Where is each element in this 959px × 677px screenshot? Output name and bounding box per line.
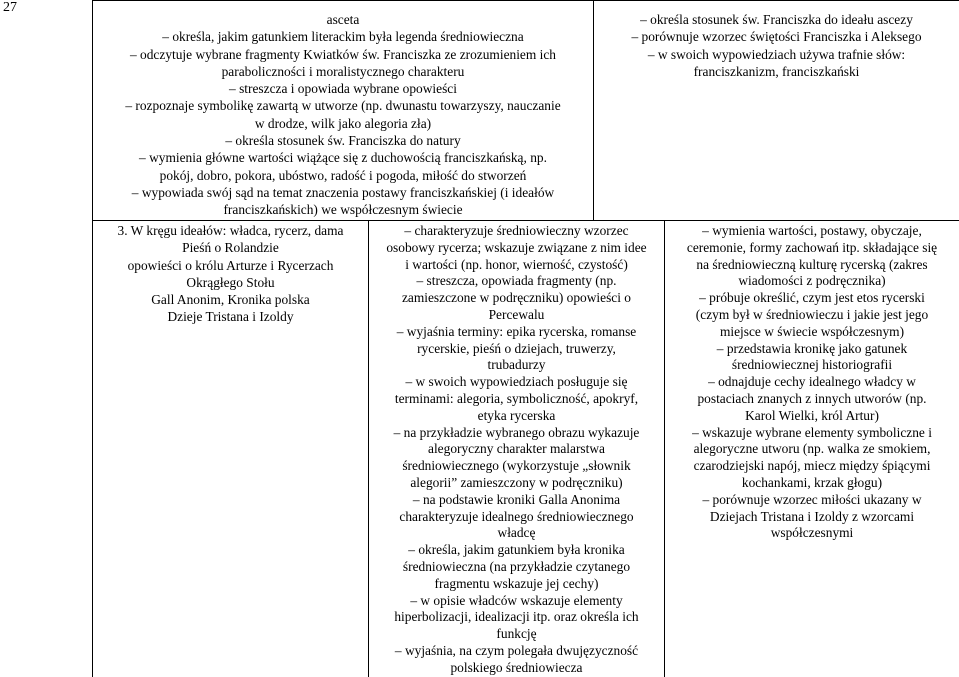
text-line: pokój, dobro, pokora, ubóstwo, radość i pogoda, miłość do stworzeń <box>159 167 527 183</box>
basic-requirements-cell <box>369 222 664 676</box>
text-line: – rozpoznaje symbolikę zawartą w utworze (np. dwunastu towarzyszy, nauczanie <box>125 98 561 114</box>
text-line: – w swoich wypowiedziach posługuje się <box>405 374 628 390</box>
text-line: średniowieczna (na przykładzie czytanego <box>402 558 631 574</box>
text-line: postaciach znanych z innych utworów (np. <box>697 390 927 406</box>
text-line: średniowiecznej historiografii <box>731 357 893 373</box>
extended-requirements-cell <box>665 222 959 541</box>
text-line: – wyjaśnia, na czym polegała dwujęzyczność <box>394 642 639 658</box>
text-line: alegoryczne utworu (np. walka ze smokiem, <box>693 441 931 457</box>
text-line: – określa stosunek św. Franciszka do natury <box>225 133 461 149</box>
text-line: – w opisie władców wskazuje elementy <box>410 592 623 608</box>
text-line: Okrągłego Stołu <box>186 274 275 290</box>
text-line: – określa stosunek św. Franciszka do ideału ascezy <box>640 12 913 27</box>
text-line: – wskazuje wybrane elementy symboliczne i <box>692 424 932 440</box>
text-line: asceta <box>326 12 360 27</box>
text-line: – streszcza, opowiada fragmenty (np. <box>416 273 617 289</box>
text-line: – porównuje wzorzec świętości Franciszka i Aleksego <box>631 29 922 45</box>
text-line: funkcję <box>496 626 537 642</box>
text-line: franciszkanizm, franciszkański <box>693 63 860 79</box>
page-number: 27 <box>3 0 17 15</box>
text-line: – wymienia główne wartości wiążące się z duchowością franciszkańską, np. <box>139 150 547 166</box>
text-line: Gall Anonim, Kronika polska <box>151 292 310 308</box>
text-line: w drodze, wilk jako alegoria zła) <box>254 115 432 131</box>
text-line: – w swoich wypowiedziach używa trafnie słów: <box>647 46 906 62</box>
text-line: czarodziejski napój, miecz między śpiącymi <box>693 458 931 474</box>
text-line: – odczytuje wybrane fragmenty Kwiatków św. Franciszka ze zrozumieniem ich <box>130 46 556 62</box>
upper-requirements-cell <box>93 11 593 219</box>
text-line: wiadomości z podręcznika) <box>738 273 886 289</box>
text-line: – wypowiada swój sąd na temat znaczenia postawy franciszkańskiej (i ideałów <box>131 184 555 200</box>
text-line: – porównuje wzorzec miłości ukazany w <box>702 491 922 507</box>
text-line: trubadurzy <box>487 357 546 373</box>
text-line: miejsce w świecie współczesnym) <box>719 323 905 339</box>
text-line: – wymienia wartości, postawy, obyczaje, <box>702 223 922 238</box>
topic-cell <box>93 222 368 326</box>
text-line: opowieści o królu Arturze i Rycerzach <box>127 257 334 273</box>
text-line: ceremonie, formy zachowań itp. składające się <box>686 239 938 255</box>
text-line: 3. W kręgu ideałów: władca, rycerz, dama <box>117 223 344 238</box>
text-line: polskiego średniowiecza <box>450 659 583 675</box>
text-line: Pieśń o Rolandzie <box>182 240 279 256</box>
text-line: franciszkańskich) we współczesnym świecie <box>223 202 463 218</box>
row-divider <box>92 220 959 221</box>
text-line: charakteryzuje idealnego średniowiecznego <box>399 508 634 524</box>
text-line: – próbuje określić, czym jest etos rycerski <box>699 290 925 306</box>
text-line: na średniowieczną kulturę rycerską (zakres <box>696 256 928 272</box>
text-line: fragmentu wskazuje jej cechy) <box>434 575 599 591</box>
table-top-border <box>92 0 959 1</box>
text-line: współczesnymi <box>770 525 854 541</box>
text-line: hiperbolizacji, idealizacji itp. oraz określa ich <box>394 609 639 625</box>
text-line: Dziejach Tristana i Izoldy z wzorcami <box>709 508 915 524</box>
text-line: paraboliczności i moralistycznego charakteru <box>221 63 465 79</box>
text-line: alegoryczny charakter malarstwa <box>428 441 605 457</box>
text-line: terminami: alegoria, symboliczność, apokryf, <box>394 390 639 406</box>
text-line: (czym był w średniowieczu i jakie jest jego <box>695 306 929 322</box>
text-line: Karol Wielki, król Artur) <box>745 407 879 423</box>
text-line: i wartości (np. honor, wierność, czystość) <box>405 256 628 272</box>
text-line: władcę <box>497 525 536 541</box>
text-line: – charakteryzuje średniowieczny wzorzec <box>404 223 629 238</box>
text-line: etyka rycerska <box>477 407 556 423</box>
text-line: Dzieje Tristana i Izoldy <box>167 309 294 325</box>
text-line: kochankami, krzak głogu) <box>741 474 883 490</box>
text-line: Percewalu <box>488 306 545 322</box>
text-line: osobowy rycerza; wskazuje związane z nim idee <box>386 239 647 255</box>
text-line: średniowiecznego (wykorzystuje „słownik <box>402 458 631 474</box>
text-line: – określa, jakim gatunkiem literackim była legenda średniowieczna <box>162 29 524 45</box>
text-line: zamieszczone w podręczniku) opowieści o <box>401 290 632 306</box>
text-line: alegorii” zamieszczony w podręczniku) <box>410 474 623 490</box>
text-line: – na przykładzie wybranego obrazu wykazuje <box>393 424 640 440</box>
text-line: – streszcza i opowiada wybrane opowieści <box>229 81 457 97</box>
text-line: – odnajduje cechy idealnego władcy w <box>708 374 916 390</box>
upper-extended-requirements-cell <box>594 11 959 80</box>
text-line: rycerskie, pieśń o dziejach, truwerzy, <box>417 340 616 356</box>
text-line: – na podstawie kroniki Galla Anonima <box>412 491 621 507</box>
text-line: – określa, jakim gatunkiem była kronika <box>408 542 625 558</box>
text-line: – wyjaśnia terminy: epika rycerska, romanse <box>396 323 637 339</box>
text-line: – przedstawia kronikę jako gatunek <box>716 340 908 356</box>
